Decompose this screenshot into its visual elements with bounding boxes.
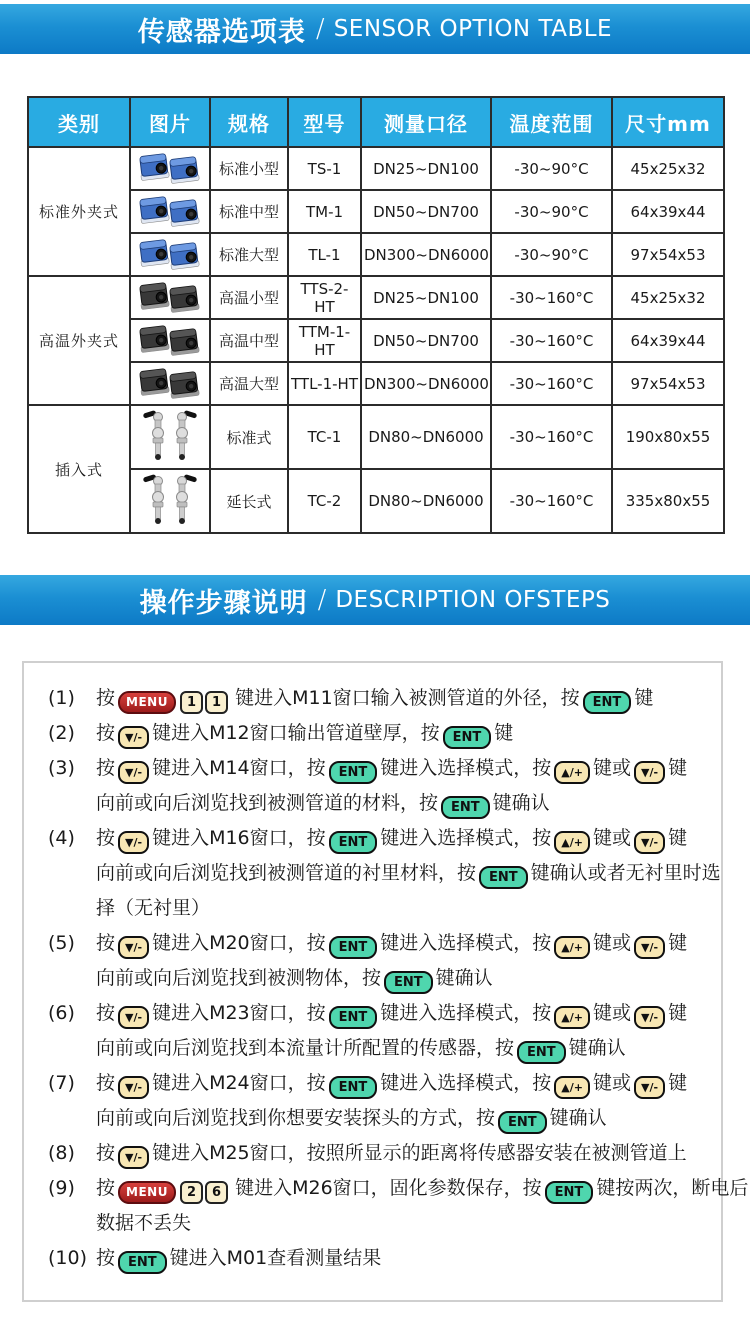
step-line xyxy=(96,1171,748,1206)
measuring-range-cell: DN25~DN100 xyxy=(361,276,491,319)
spec-cell: 标准大型 xyxy=(210,233,288,276)
menu-key-icon: MENU xyxy=(118,1181,176,1204)
banner1-title-en: SENSOR OPTION TABLE xyxy=(333,16,613,42)
temperature-range-cell: -30~160°C xyxy=(491,319,612,362)
model-cell: TTM-1-HT xyxy=(288,319,361,362)
sensor-image-cell xyxy=(130,405,210,469)
step-text-segment: 键进入M23窗口，按 xyxy=(152,1002,326,1024)
digit-key-icon: 1 xyxy=(180,691,203,714)
measuring-range-cell: DN25~DN100 xyxy=(361,147,491,190)
blue-sensor-pair-icon xyxy=(139,235,201,271)
black-sensor-pair-icon xyxy=(139,278,201,314)
spec-cell: 高温中型 xyxy=(210,319,288,362)
operation-step xyxy=(46,821,721,926)
table-row xyxy=(28,362,724,405)
step-line xyxy=(96,786,707,821)
operation-step xyxy=(46,926,707,996)
up-plus-key-icon: ▲/+ xyxy=(554,936,590,959)
step-line xyxy=(96,891,721,926)
spec-cell: 高温大型 xyxy=(210,362,288,405)
step-text-segment: 键进入M24窗口，按 xyxy=(152,1072,326,1094)
step-text-segment: 向前或向后浏览找到本流量计所配置的传感器，按 xyxy=(96,1037,515,1059)
step-text xyxy=(96,821,721,926)
step-text-segment: 按 xyxy=(96,1072,116,1094)
step-number: (10) xyxy=(48,1247,88,1269)
step-text-segment: 键 xyxy=(668,827,688,849)
step-text-segment: 键进入M16窗口，按 xyxy=(152,827,326,849)
up-plus-key-icon: ▲/+ xyxy=(554,761,590,784)
step-text-segment: 键进入M25窗口，按照所显示的距离将传感器安装在被测管道上 xyxy=(152,1142,687,1164)
table-row xyxy=(28,190,724,233)
step-text-segment: 键确认 xyxy=(435,967,493,989)
size-cell: 64x39x44 xyxy=(612,319,724,362)
step-text xyxy=(96,1066,707,1136)
step-text-segment: 键确认或者无衬里时选 xyxy=(530,862,721,884)
step-number: (4) xyxy=(48,827,75,849)
ent-key-icon: ENT xyxy=(498,1111,547,1134)
sensor-table-wrap xyxy=(27,96,723,534)
temperature-range-cell: -30~160°C xyxy=(491,362,612,405)
model-cell: TM-1 xyxy=(288,190,361,233)
step-text-segment: 键确认 xyxy=(492,792,550,814)
sensor-table-body xyxy=(28,147,724,533)
table-row xyxy=(28,469,724,533)
step-text-segment: 键 xyxy=(634,687,654,709)
ent-key-icon: ENT xyxy=(118,1251,167,1274)
step-text-segment: 键进入M14窗口，按 xyxy=(152,757,326,779)
blue-sensor-pair-icon xyxy=(139,192,201,228)
step-number: (2) xyxy=(48,722,75,744)
temperature-range-cell: -30~90°C xyxy=(491,147,612,190)
step-text-segment: 数据不丢失 xyxy=(96,1212,192,1234)
sensor-image-cell xyxy=(130,190,210,233)
measuring-range-cell: DN300~DN6000 xyxy=(361,233,491,276)
temperature-range-cell: -30~160°C xyxy=(491,276,612,319)
temperature-range-cell: -30~90°C xyxy=(491,233,612,276)
spec-cell: 标准式 xyxy=(210,405,288,469)
table-header-row xyxy=(28,97,724,147)
ent-key-icon: ENT xyxy=(443,726,492,749)
step-text-segment: 键或 xyxy=(593,757,632,779)
ent-key-icon: ENT xyxy=(329,936,378,959)
step-number: (3) xyxy=(48,757,75,779)
down-minus-key-icon: ▼/- xyxy=(634,831,665,854)
step-text-segment: 键或 xyxy=(593,1002,632,1024)
step-text-segment: 键进入选择模式，按 xyxy=(380,757,552,779)
step-text-segment: 按 xyxy=(96,757,116,779)
size-cell: 335x80x55 xyxy=(612,469,724,533)
measuring-range-cell: DN50~DN700 xyxy=(361,190,491,233)
step-text-segment: 键 xyxy=(494,722,514,744)
down-minus-key-icon: ▼/- xyxy=(118,1076,149,1099)
down-minus-key-icon: ▼/- xyxy=(634,1006,665,1029)
step-text xyxy=(96,751,707,821)
model-cell: TC-1 xyxy=(288,405,361,469)
digit-key-icon: 6 xyxy=(205,1181,228,1204)
step-line xyxy=(96,926,707,961)
step-text-segment: 键进入选择模式，按 xyxy=(380,1072,552,1094)
down-minus-key-icon: ▼/- xyxy=(118,1006,149,1029)
up-plus-key-icon: ▲/+ xyxy=(554,1076,590,1099)
step-line xyxy=(96,751,707,786)
column-header-0: 类别 xyxy=(28,97,130,147)
down-minus-key-icon: ▼/- xyxy=(118,726,149,749)
step-text-segment: 键 xyxy=(668,757,688,779)
size-cell: 45x25x32 xyxy=(612,276,724,319)
step-text-segment: 按 xyxy=(96,1002,116,1024)
operation-step xyxy=(46,1171,749,1241)
up-plus-key-icon: ▲/+ xyxy=(554,831,590,854)
ent-key-icon: ENT xyxy=(441,796,490,819)
step-text-segment: 键 xyxy=(668,1002,688,1024)
step-text-segment: 向前或向后浏览找到被测物体，按 xyxy=(96,967,382,989)
temperature-range-cell: -30~90°C xyxy=(491,190,612,233)
digit-key-icon: 2 xyxy=(180,1181,203,1204)
step-text-segment: 键进入M12窗口输出管道壁厚，按 xyxy=(152,722,440,744)
down-minus-key-icon: ▼/- xyxy=(634,761,665,784)
operation-step xyxy=(46,996,707,1066)
up-plus-key-icon: ▲/+ xyxy=(554,1006,590,1029)
step-text-segment: 键进入M01查看测量结果 xyxy=(169,1247,382,1269)
down-minus-key-icon: ▼/- xyxy=(118,761,149,784)
step-text xyxy=(96,996,707,1066)
size-cell: 97x54x53 xyxy=(612,233,724,276)
step-text-segment: 键 xyxy=(668,932,688,954)
banner2-title-en: DESCRIPTION OFSTEPS xyxy=(335,587,611,613)
temperature-range-cell: -30~160°C xyxy=(491,469,612,533)
operation-step xyxy=(46,1066,707,1136)
column-header-2: 规格 xyxy=(210,97,288,147)
ent-key-icon: ENT xyxy=(329,831,378,854)
banner1-title-zh: 传感器选项表 xyxy=(137,16,306,48)
banner2-title-zh: 操作步骤说明 xyxy=(139,587,308,619)
step-text-segment: 按 xyxy=(96,1142,116,1164)
step-number: (5) xyxy=(48,932,75,954)
measuring-range-cell: DN80~DN6000 xyxy=(361,405,491,469)
step-line xyxy=(96,1136,707,1171)
ent-key-icon: ENT xyxy=(479,866,528,889)
step-text-segment: 按 xyxy=(96,1177,116,1199)
down-minus-key-icon: ▼/- xyxy=(118,936,149,959)
step-text-segment: 键进入选择模式，按 xyxy=(380,932,552,954)
category-cell: 标准外夹式 xyxy=(28,147,130,276)
model-cell: TS-1 xyxy=(288,147,361,190)
model-cell: TC-2 xyxy=(288,469,361,533)
step-number: (7) xyxy=(48,1072,75,1094)
digit-key-icon: 1 xyxy=(205,691,228,714)
operation-step xyxy=(46,751,707,821)
table-row xyxy=(28,276,724,319)
step-number: (1) xyxy=(48,687,75,709)
step-number: (9) xyxy=(48,1177,75,1199)
sensor-image-cell xyxy=(130,276,210,319)
operation-step xyxy=(46,681,707,716)
step-line xyxy=(96,1031,707,1066)
step-line xyxy=(96,716,707,751)
size-cell: 64x39x44 xyxy=(612,190,724,233)
step-text-segment: 键确认 xyxy=(568,1037,626,1059)
down-minus-key-icon: ▼/- xyxy=(118,1146,149,1169)
sensor-option-table xyxy=(27,96,725,534)
ent-key-icon: ENT xyxy=(517,1041,566,1064)
banner1-separator: / xyxy=(315,14,325,44)
step-text-segment: 择（无衬里） xyxy=(96,897,211,919)
measuring-range-cell: DN80~DN6000 xyxy=(361,469,491,533)
step-line xyxy=(96,856,721,891)
spec-cell: 延长式 xyxy=(210,469,288,533)
table-row xyxy=(28,319,724,362)
down-minus-key-icon: ▼/- xyxy=(634,936,665,959)
step-line xyxy=(96,961,707,996)
step-text xyxy=(96,1171,748,1241)
temperature-range-cell: -30~160°C xyxy=(491,405,612,469)
step-text-segment: 键确认 xyxy=(549,1107,607,1129)
column-header-3: 型号 xyxy=(288,97,361,147)
ent-key-icon: ENT xyxy=(384,971,433,994)
category-cell: 插入式 xyxy=(28,405,130,533)
spec-cell: 标准小型 xyxy=(210,147,288,190)
black-sensor-pair-icon xyxy=(139,364,201,400)
step-line xyxy=(96,1206,748,1241)
step-text-segment: 键或 xyxy=(593,827,632,849)
sensor-option-table-banner xyxy=(0,4,750,54)
measuring-range-cell: DN300~DN6000 xyxy=(361,362,491,405)
step-text-segment: 按 xyxy=(96,1247,116,1269)
step-text-segment: 键进入选择模式，按 xyxy=(380,827,552,849)
blue-sensor-pair-icon xyxy=(139,149,201,185)
step-text xyxy=(96,716,707,751)
metal-insertion-probe-pair-icon xyxy=(142,409,198,461)
ent-key-icon: ENT xyxy=(545,1181,594,1204)
operation-steps-box xyxy=(22,661,749,1302)
ent-key-icon: ENT xyxy=(329,761,378,784)
down-minus-key-icon: ▼/- xyxy=(634,1076,665,1099)
step-text-segment: 键进入M20窗口，按 xyxy=(152,932,326,954)
table-row xyxy=(28,147,724,190)
step-text-segment: 按 xyxy=(96,827,116,849)
model-cell: TL-1 xyxy=(288,233,361,276)
step-line xyxy=(96,681,707,716)
step-text-segment: 键进入M26窗口，固化参数保存，按 xyxy=(229,1177,542,1199)
step-text-segment: 键或 xyxy=(593,932,632,954)
column-header-1: 图片 xyxy=(130,97,210,147)
sensor-image-cell xyxy=(130,233,210,276)
sensor-image-cell xyxy=(130,319,210,362)
step-text-segment: 键或 xyxy=(593,1072,632,1094)
measuring-range-cell: DN50~DN700 xyxy=(361,319,491,362)
step-text xyxy=(96,1241,707,1276)
metal-insertion-probe-pair-icon xyxy=(142,473,198,525)
column-header-5: 温度范围 xyxy=(491,97,612,147)
step-line xyxy=(96,996,707,1031)
step-line xyxy=(96,1241,707,1276)
operation-step xyxy=(46,716,707,751)
sensor-image-cell xyxy=(130,469,210,533)
step-text-segment: 向前或向后浏览找到被测管道的衬里材料，按 xyxy=(96,862,477,884)
menu-key-icon: MENU xyxy=(118,691,176,714)
sensor-image-cell xyxy=(130,362,210,405)
step-text-segment: 键进入M11窗口输入被测管道的外径，按 xyxy=(229,687,580,709)
category-cell: 高温外夹式 xyxy=(28,276,130,405)
step-line xyxy=(96,1066,707,1101)
step-text-segment: 按 xyxy=(96,722,116,744)
step-text-segment: 键 xyxy=(668,1072,688,1094)
model-cell: TTL-1-HT xyxy=(288,362,361,405)
table-row xyxy=(28,405,724,469)
step-number: (6) xyxy=(48,1002,75,1024)
banner2-separator: / xyxy=(317,585,327,615)
step-text-segment: 向前或向后浏览找到你想要安装探头的方式，按 xyxy=(96,1107,496,1129)
sensor-image-cell xyxy=(130,147,210,190)
operation-step xyxy=(46,1136,707,1171)
black-sensor-pair-icon xyxy=(139,321,201,357)
step-text-segment: 按 xyxy=(96,932,116,954)
step-line xyxy=(96,1101,707,1136)
step-text xyxy=(96,926,707,996)
size-cell: 97x54x53 xyxy=(612,362,724,405)
step-text xyxy=(96,681,707,716)
down-minus-key-icon: ▼/- xyxy=(118,831,149,854)
step-text xyxy=(96,1136,707,1171)
step-text-segment: 键按两次，断电后 xyxy=(596,1177,749,1199)
ent-key-icon: ENT xyxy=(329,1006,378,1029)
step-number: (8) xyxy=(48,1142,75,1164)
step-text-segment: 键进入选择模式，按 xyxy=(380,1002,552,1024)
ent-key-icon: ENT xyxy=(329,1076,378,1099)
size-cell: 190x80x55 xyxy=(612,405,724,469)
spec-cell: 高温小型 xyxy=(210,276,288,319)
operation-step xyxy=(46,1241,707,1276)
step-line xyxy=(96,821,721,856)
step-text-segment: 按 xyxy=(96,687,116,709)
size-cell: 45x25x32 xyxy=(612,147,724,190)
table-row xyxy=(28,233,724,276)
spec-cell: 标准中型 xyxy=(210,190,288,233)
description-of-steps-banner xyxy=(0,575,750,625)
column-header-4: 测量口径 xyxy=(361,97,491,147)
ent-key-icon: ENT xyxy=(583,691,632,714)
step-text-segment: 向前或向后浏览找到被测管道的材料，按 xyxy=(96,792,439,814)
column-header-6: 尺寸mm xyxy=(612,97,724,147)
model-cell: TTS-2-HT xyxy=(288,276,361,319)
